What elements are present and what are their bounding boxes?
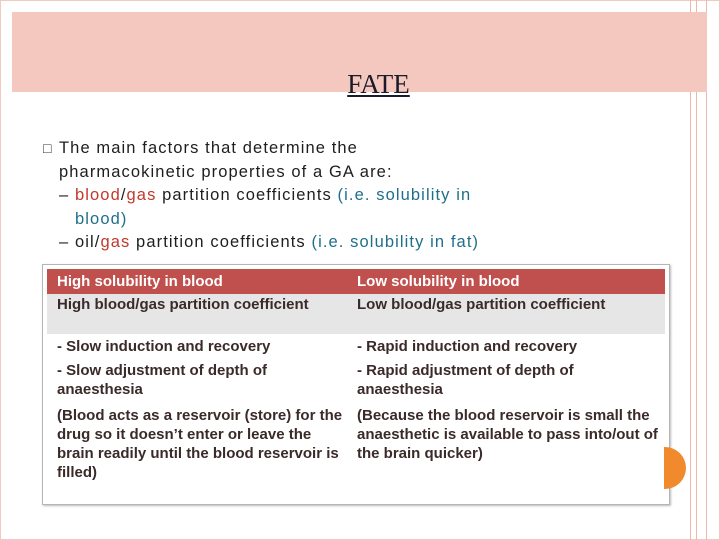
table-cell: (Blood acts as a reservoir (store) for the drug so it doesn’t enter or leave the brain readily until the blood reservoir is filled): [57, 407, 343, 481]
table-header-cell: Low solubility in blood: [357, 273, 520, 290]
slide-title: FATE: [347, 69, 410, 99]
bullet-blood-gas-cont: blood): [75, 209, 128, 228]
table-cell: High blood/gas partition coefficient: [57, 296, 309, 313]
table-header-cell: High solubility in blood: [57, 273, 223, 290]
intro-line-2: pharmacokinetic properties of a GA are:: [59, 162, 393, 181]
bullet-blood-gas: – blood/gas partition coefficients (i.e. solubility in: [59, 186, 472, 204]
table-cell: - Rapid induction and recovery: [357, 338, 578, 355]
intro-line: □ The main factors that determine the: [43, 137, 643, 161]
table-cell: - Slow adjustment of depth of anaesthesia: [57, 362, 267, 398]
table-cell: Low blood/gas partition coefficient: [357, 296, 606, 313]
title-band: [12, 12, 707, 99]
table-row: [47, 334, 665, 358]
table-cell: - Rapid adjustment of depth of anaesthesia: [357, 362, 574, 398]
table-row: [47, 358, 665, 401]
table-header-row: [47, 269, 665, 294]
table-row: [47, 294, 665, 334]
body-text: [43, 137, 643, 255]
table-row: [47, 403, 665, 499]
table-cell: - Slow induction and recovery: [57, 338, 271, 355]
bullet-oil-gas: – oil/gas partition coefficients (i.e. solubility in fat): [59, 233, 480, 251]
bullet-box-icon: □: [43, 140, 53, 156]
solubility-table: [42, 264, 670, 505]
table-cell: (Because the blood reservoir is small the anaesthetic is available to pass into/out of the brain quicker): [357, 407, 658, 462]
